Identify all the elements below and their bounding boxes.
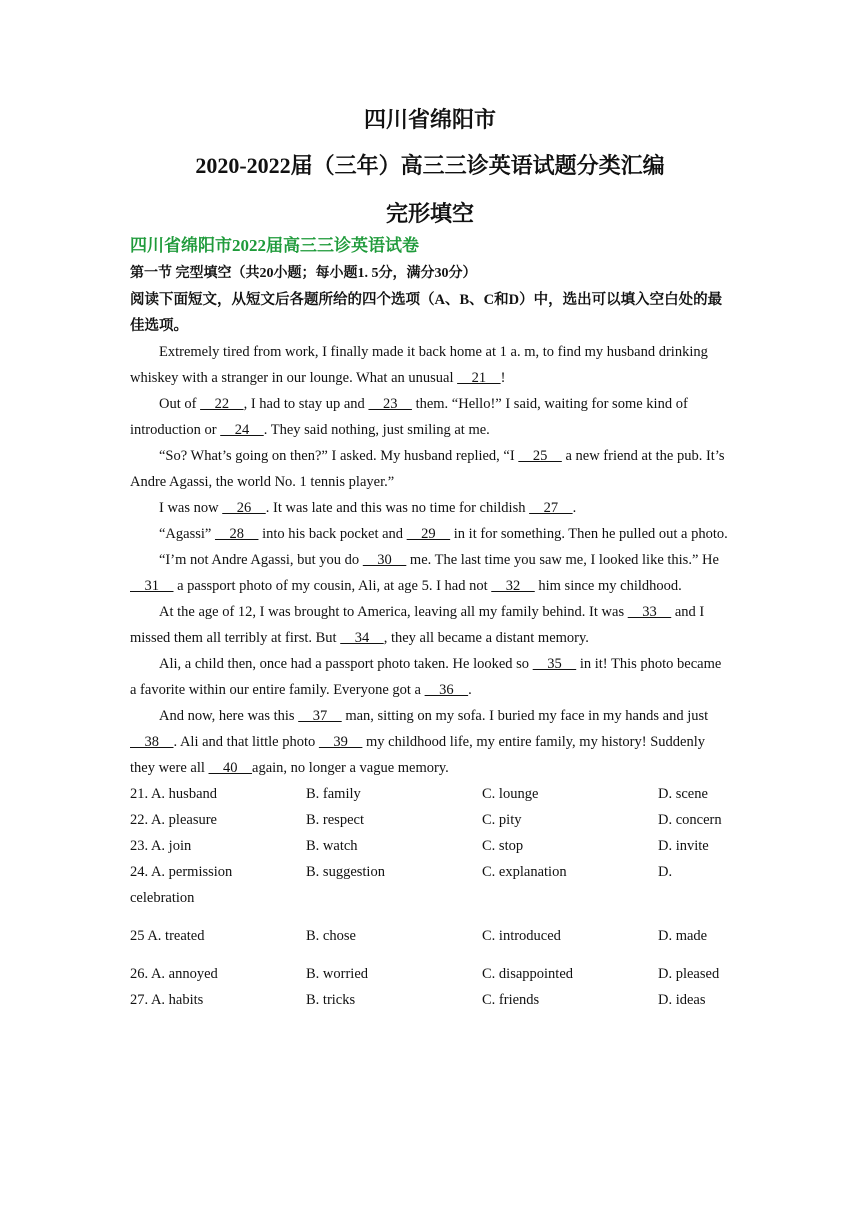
option-b: B. family: [306, 786, 361, 802]
option-row: [130, 859, 730, 885]
passage-text: .: [572, 500, 577, 516]
option-c: [482, 885, 658, 911]
option-b: B. respect: [306, 812, 364, 828]
paragraph: [130, 651, 730, 703]
passage-text: . It was late and this was no time for childish: [265, 500, 530, 516]
option-b: B. worried: [306, 966, 369, 982]
option-a: 22. A. pleasure: [130, 812, 217, 828]
passage-text: into his back pocket and: [258, 526, 407, 542]
paragraph: [130, 599, 730, 651]
passage-text: . They said nothing, just smiling at me.: [263, 422, 490, 438]
option-a: 27. A. habits: [130, 992, 204, 1008]
option-row: [130, 987, 730, 1013]
paragraph: [130, 495, 730, 521]
option-c: C. pity: [482, 812, 522, 828]
passage-text: me. The last time you saw me, I looked like this.” He: [406, 552, 719, 568]
passage-text: , they all became a distant memory.: [383, 630, 589, 646]
blank-27: 27: [529, 500, 573, 516]
passage-text: , I had to stay up and: [243, 396, 369, 412]
blank-31: 31: [130, 578, 174, 594]
option-c: C. explanation: [482, 864, 567, 880]
passage-text: !: [500, 370, 506, 386]
paragraph: [130, 443, 730, 495]
paragraph: [130, 703, 730, 781]
passage-text: and I missed them all terribly at first. But: [130, 604, 705, 646]
blank-23: 23: [368, 396, 412, 412]
passage-text: And now, here was this: [159, 708, 299, 724]
passage-text: “So? What’s going on then?” I asked. My husband replied, “I: [159, 448, 519, 464]
category-title: 完形填空: [385, 201, 474, 226]
section-title: 四川省绵阳市2022届高三三诊英语试卷: [130, 236, 419, 255]
option-c: C. stop: [482, 838, 524, 854]
passage-text: .: [468, 682, 472, 698]
option-row: [130, 923, 730, 949]
city-title: 四川省绵阳市: [363, 107, 496, 132]
passage: [130, 339, 730, 781]
options-list: [130, 781, 730, 1013]
passage-text: my childhood life, my entire family, my history! Suddenly they were all: [130, 734, 705, 776]
passage-text: in it for something. Then he pulled out a photo.: [450, 526, 728, 542]
passage-text: . Ali and that little photo: [173, 734, 319, 750]
option-d: D.: [658, 864, 673, 880]
passage-text: him since my childhood.: [534, 578, 682, 594]
paragraph: [130, 339, 730, 391]
option-row: [130, 885, 730, 911]
passage-text: “Agassi”: [159, 526, 215, 542]
option-b: B. suggestion: [306, 864, 385, 880]
option-d: D. invite: [658, 838, 709, 854]
blank-21: 21: [457, 370, 501, 386]
option-row: [130, 833, 730, 859]
passage-text: Out of: [159, 396, 201, 412]
option-c: C. lounge: [482, 786, 539, 802]
blank-25: 25: [518, 448, 562, 464]
passage-text: man, sitting on my sofa. I buried my face in my hands and just: [341, 708, 709, 724]
option-d: D. concern: [658, 812, 722, 828]
option-c: C. disappointed: [482, 966, 574, 982]
option-b: B. watch: [306, 838, 358, 854]
option-d: D. made: [658, 928, 708, 944]
content: [130, 231, 730, 1013]
paragraph: [130, 391, 730, 443]
option-d: D. scene: [658, 786, 708, 802]
blank-30: 30: [362, 552, 407, 568]
passage-text: “I’m not Andre Agassi, but you do: [159, 552, 363, 568]
blank-29: 29: [406, 526, 451, 542]
blank-39: 39: [318, 734, 363, 750]
option-a: 21. A. husband: [130, 786, 217, 802]
option-a: 25 A. treated: [130, 928, 205, 944]
option-b: B. chose: [306, 928, 356, 944]
passage-text: a passport photo of my cousin, Ali, at age 5. I had not: [173, 578, 492, 594]
option-row: [130, 961, 730, 987]
passage-text: a new friend at the pub. It’s Andre Agassi, the world No. 1 tennis player.”: [130, 448, 725, 490]
blank-24: 24: [220, 422, 264, 438]
option-a: 23. A. join: [130, 838, 192, 854]
passage-text: Extremely tired from work, I finally made it back home at 1 a. m, to find my husband drinking whiskey with a stranger in our lounge. What an unusual: [130, 344, 708, 386]
paragraph: [130, 547, 730, 599]
blank-37: 37: [298, 708, 342, 724]
blank-28: 28: [214, 526, 259, 542]
paragraph: [130, 521, 730, 547]
passage-text: At the age of 12, I was brought to America, leaving all my family behind. It was: [159, 604, 628, 620]
passage-text: them. “Hello!” I said, waiting for some kind of introduction or: [130, 396, 688, 438]
title-block: [0, 103, 860, 231]
option-a: 24. A. permission: [130, 864, 233, 880]
passage-text: I was now: [159, 500, 223, 516]
option-b: B. tricks: [306, 992, 356, 1008]
option-d: [658, 885, 730, 911]
option-c: C. friends: [482, 992, 540, 1008]
blank-32: 32: [491, 578, 535, 594]
blank-22: 22: [200, 396, 244, 412]
passage-text: again, no longer a vague memory.: [252, 760, 449, 776]
blank-26: 26: [222, 500, 266, 516]
option-c: C. introduced: [482, 928, 561, 944]
blank-33: 33: [627, 604, 672, 620]
blank-36: 36: [424, 682, 469, 698]
blank-40: 40: [208, 760, 253, 776]
option-d: D. pleased: [658, 966, 720, 982]
blank-38: 38: [130, 734, 174, 750]
main-title: 2020-2022届（三年）高三三诊英语试题分类汇编: [195, 153, 665, 178]
option-a: celebration: [130, 890, 195, 906]
blank-34: 34: [340, 630, 384, 646]
passage-text: in it! This photo became a favorite within our entire family. Everyone got a: [130, 656, 722, 698]
blank-35: 35: [532, 656, 577, 672]
passage-text: Ali, a child then, once had a passport photo taken. He looked so: [159, 656, 533, 672]
option-b: [306, 885, 482, 911]
instructions: 阅读下面短文，从短文后各题所给的四个选项（A、B、C和D）中，选出可以填入空白处的最佳选项。: [130, 292, 723, 334]
option-row: [130, 781, 730, 807]
option-d: D. ideas: [658, 992, 706, 1008]
option-a: 26. A. annoyed: [130, 966, 218, 982]
part-title: 第一节 完型填空（共20小题；每小题1. 5分，满分30分）: [130, 266, 477, 281]
option-row: [130, 807, 730, 833]
